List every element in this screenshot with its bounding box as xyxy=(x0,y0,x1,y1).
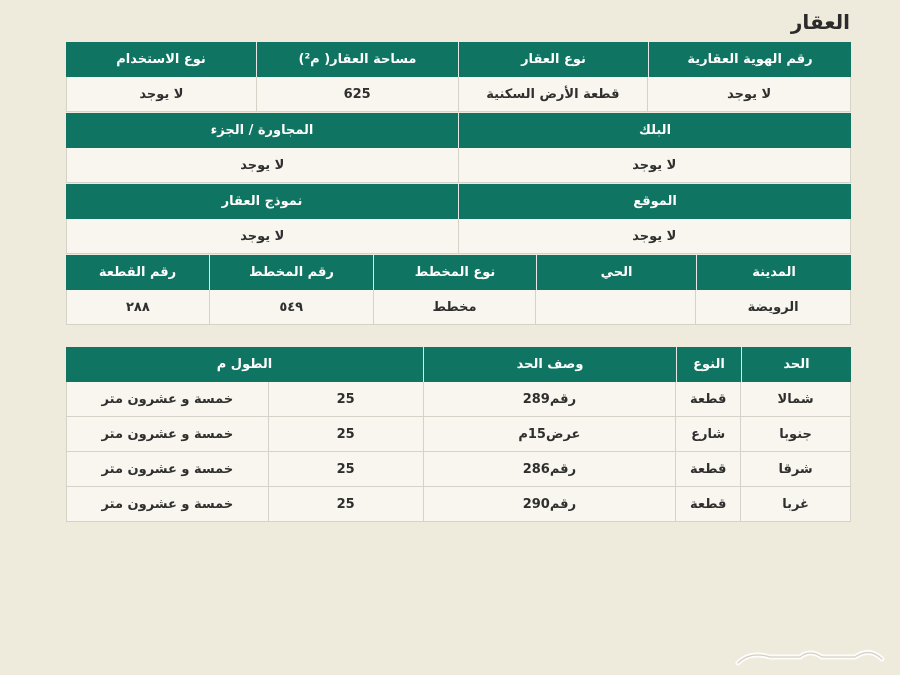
plan-header-row xyxy=(66,255,851,290)
boundary-length-cell: 25 xyxy=(268,452,423,487)
location-header-row xyxy=(66,184,851,219)
boundary-length-cell: 25 xyxy=(268,417,423,452)
property-table xyxy=(66,42,851,112)
value-district xyxy=(535,290,695,325)
value-block: لا يوجد xyxy=(458,148,851,183)
property-header-row xyxy=(66,42,851,77)
location-value-row xyxy=(66,219,851,254)
location-table xyxy=(66,184,851,254)
boundary-type-cell: قطعة xyxy=(675,487,740,522)
boundaries-header-row xyxy=(66,347,851,382)
boundaries-table xyxy=(66,347,851,522)
block-table xyxy=(66,113,851,183)
boundary-type-cell: قطعة xyxy=(675,452,740,487)
header-city: المدينة xyxy=(696,255,851,290)
value-property-type: قطعة الأرض السكنية xyxy=(458,77,648,112)
header-plan-type: نوع المخطط xyxy=(373,255,536,290)
value-neighborhood-part: لا يوجد xyxy=(66,148,458,183)
boundary-type-cell: قطعة xyxy=(675,382,740,417)
header-neighborhood-part: المجاورة / الجزء xyxy=(210,123,314,138)
boundary-length-cell: 25 xyxy=(268,487,423,522)
boundary-length-text-cell: خمسة و عشرون متر xyxy=(66,452,268,487)
header-boundary-side: الحد xyxy=(741,347,851,382)
value-property-model: لا يوجد xyxy=(66,219,458,254)
value-property-id: لا يوجد xyxy=(647,77,850,112)
boundary-length-text-cell: خمسة و عشرون متر xyxy=(66,417,268,452)
boundary-row xyxy=(66,382,851,417)
boundary-type-cell: شارع xyxy=(675,417,740,452)
value-city: الرويضة xyxy=(695,290,850,325)
haraj-watermark-logo xyxy=(730,637,890,671)
boundary-rows xyxy=(66,382,851,522)
header-property-model: نموذج العقار xyxy=(221,194,303,209)
boundary-side-cell: غربا xyxy=(740,487,850,522)
boundary-description-cell: رقم286 xyxy=(423,452,676,487)
boundary-row xyxy=(66,417,851,452)
boundary-row xyxy=(66,487,851,522)
value-location: لا يوجد xyxy=(458,219,851,254)
block-header-row xyxy=(66,113,851,148)
header-property-id: رقم الهوية العقارية xyxy=(648,42,851,77)
header-boundary-description: وصف الحد xyxy=(423,347,676,382)
page-title: العقار xyxy=(790,10,850,34)
header-block: البلك xyxy=(458,113,851,148)
plan-value-row xyxy=(66,290,851,325)
header-boundary-type: النوع xyxy=(676,347,741,382)
block-value-row xyxy=(66,148,851,183)
boundary-side-cell: شرقا xyxy=(740,452,850,487)
boundary-description-cell: عرض15م xyxy=(423,417,676,452)
header-boundary-length: الطول م xyxy=(216,357,273,372)
header-plot-number: رقم القطعة xyxy=(98,265,177,280)
boundary-length-text-cell: خمسة و عشرون متر xyxy=(66,487,268,522)
value-plan-type: مخطط xyxy=(373,290,536,325)
boundary-side-cell: شمالا xyxy=(740,382,850,417)
value-usage-type: لا يوجد xyxy=(66,77,256,112)
value-plan-number: ٥٤٩ xyxy=(209,290,373,325)
header-property-type: نوع العقار xyxy=(458,42,648,77)
header-usage-type: نوع الاستخدام xyxy=(116,52,206,67)
boundary-description-cell: رقم290 xyxy=(423,487,676,522)
value-property-area: 625 xyxy=(256,77,458,112)
header-property-area: مساحة العقار( م²) xyxy=(256,42,458,77)
boundary-length-text-cell: خمسة و عشرون متر xyxy=(66,382,268,417)
boundary-row xyxy=(66,452,851,487)
header-plan-number: رقم المخطط xyxy=(209,255,373,290)
plan-table xyxy=(66,255,851,325)
property-value-row xyxy=(66,77,851,112)
value-plot-number: ٢٨٨ xyxy=(66,290,209,325)
boundary-length-cell: 25 xyxy=(268,382,423,417)
header-location: الموقع xyxy=(458,184,851,219)
header-district: الحي xyxy=(536,255,696,290)
boundary-description-cell: رقم289 xyxy=(423,382,676,417)
boundary-side-cell: جنوبا xyxy=(740,417,850,452)
